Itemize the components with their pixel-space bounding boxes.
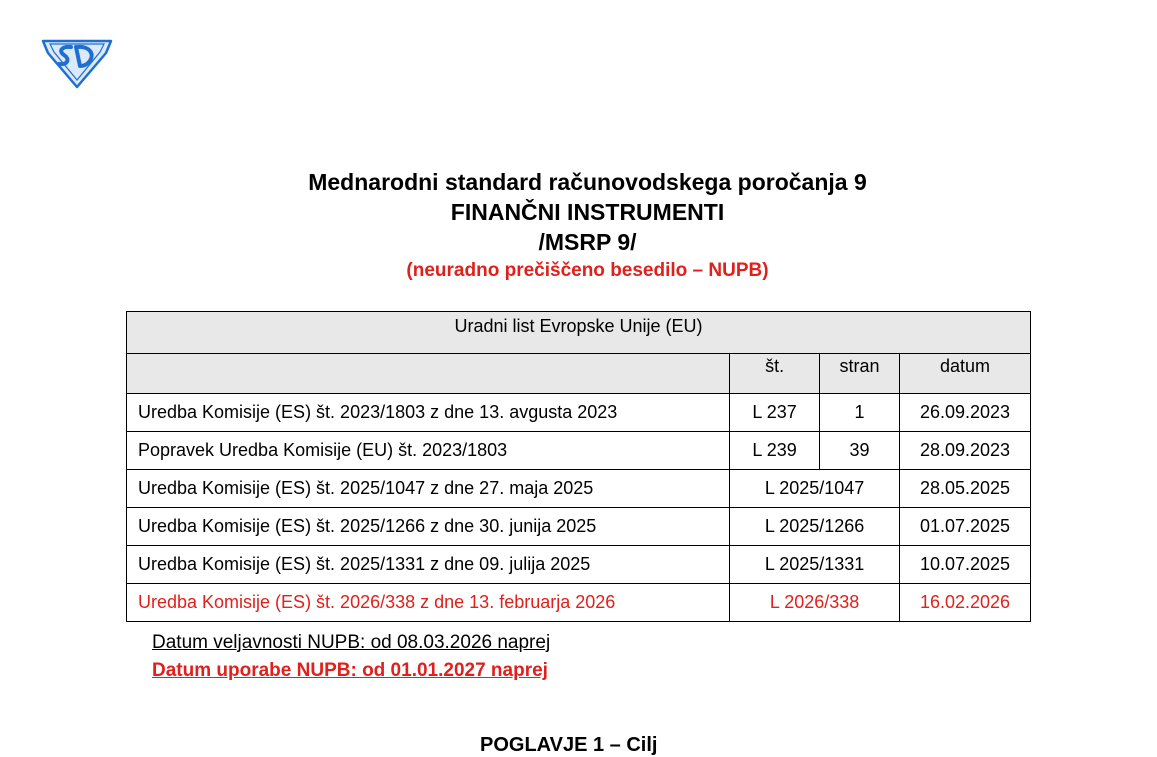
date-cell: 10.07.2025 bbox=[900, 546, 1031, 584]
validity-date: Datum veljavnosti NUPB: od 08.03.2026 naprej bbox=[152, 632, 551, 653]
header-cell-number: št. bbox=[730, 354, 820, 394]
table-row bbox=[127, 546, 1031, 584]
table-row bbox=[127, 470, 1031, 508]
regulation-cell: Popravek Uredba Komisije (EU) št. 2023/1803 bbox=[127, 432, 730, 470]
date-cell: 16.02.2026 bbox=[900, 584, 1031, 622]
header-cell-regulation bbox=[127, 354, 730, 394]
table-row-latest-amendment bbox=[127, 584, 1031, 622]
document-title-block bbox=[0, 167, 1157, 285]
table-row bbox=[127, 508, 1031, 546]
number-cell: L 2025/1331 bbox=[730, 546, 900, 584]
sd-logo bbox=[40, 33, 114, 89]
date-cell: 28.09.2023 bbox=[900, 432, 1031, 470]
number-cell: L 239 bbox=[730, 432, 820, 470]
title-financial-instruments: FINANČNI INSTRUMENTI bbox=[450, 199, 725, 225]
number-cell: L 2025/1047 bbox=[730, 470, 900, 508]
regulation-cell: Uredba Komisije (ES) št. 2023/1803 z dne 13. avgusta 2023 bbox=[127, 394, 730, 432]
page-cell: 1 bbox=[820, 394, 900, 432]
regulation-cell: Uredba Komisije (ES) št. 2025/1331 z dne 09. julija 2025 bbox=[127, 546, 730, 584]
date-cell: 26.09.2023 bbox=[900, 394, 1031, 432]
table-caption: Uradni list Evropske Unije (EU) bbox=[127, 312, 1031, 354]
header-cell-page: stran bbox=[820, 354, 900, 394]
title-msrp: /MSRP 9/ bbox=[538, 229, 637, 255]
regulation-cell: Uredba Komisije (ES) št. 2025/1047 z dne 27. maja 2025 bbox=[127, 470, 730, 508]
validity-dates bbox=[152, 629, 550, 685]
regulation-cell: Uredba Komisije (ES) št. 2026/338 z dne 13. februarja 2026 bbox=[127, 584, 730, 622]
next-chapter-heading: POGLAVJE 1 – Cilj bbox=[480, 734, 658, 756]
unofficial-consolidated-subtitle: (neuradno prečiščeno besedilo – NUPB) bbox=[406, 260, 769, 281]
number-cell: L 237 bbox=[730, 394, 820, 432]
date-cell: 01.07.2025 bbox=[900, 508, 1031, 546]
date-cell: 28.05.2025 bbox=[900, 470, 1031, 508]
table-row bbox=[127, 432, 1031, 470]
number-cell: L 2026/338 bbox=[730, 584, 900, 622]
application-date: Datum uporabe NUPB: od 01.01.2027 naprej bbox=[152, 660, 548, 681]
regulation-cell: Uredba Komisije (ES) št. 2025/1266 z dne 30. junija 2025 bbox=[127, 508, 730, 546]
official-journal-table bbox=[126, 311, 1031, 622]
title-standard-name: Mednarodni standard računovodskega poročanja 9 bbox=[308, 169, 867, 195]
page-cell: 39 bbox=[820, 432, 900, 470]
number-cell: L 2025/1266 bbox=[730, 508, 900, 546]
header-cell-date: datum bbox=[900, 354, 1031, 394]
table-row bbox=[127, 394, 1031, 432]
